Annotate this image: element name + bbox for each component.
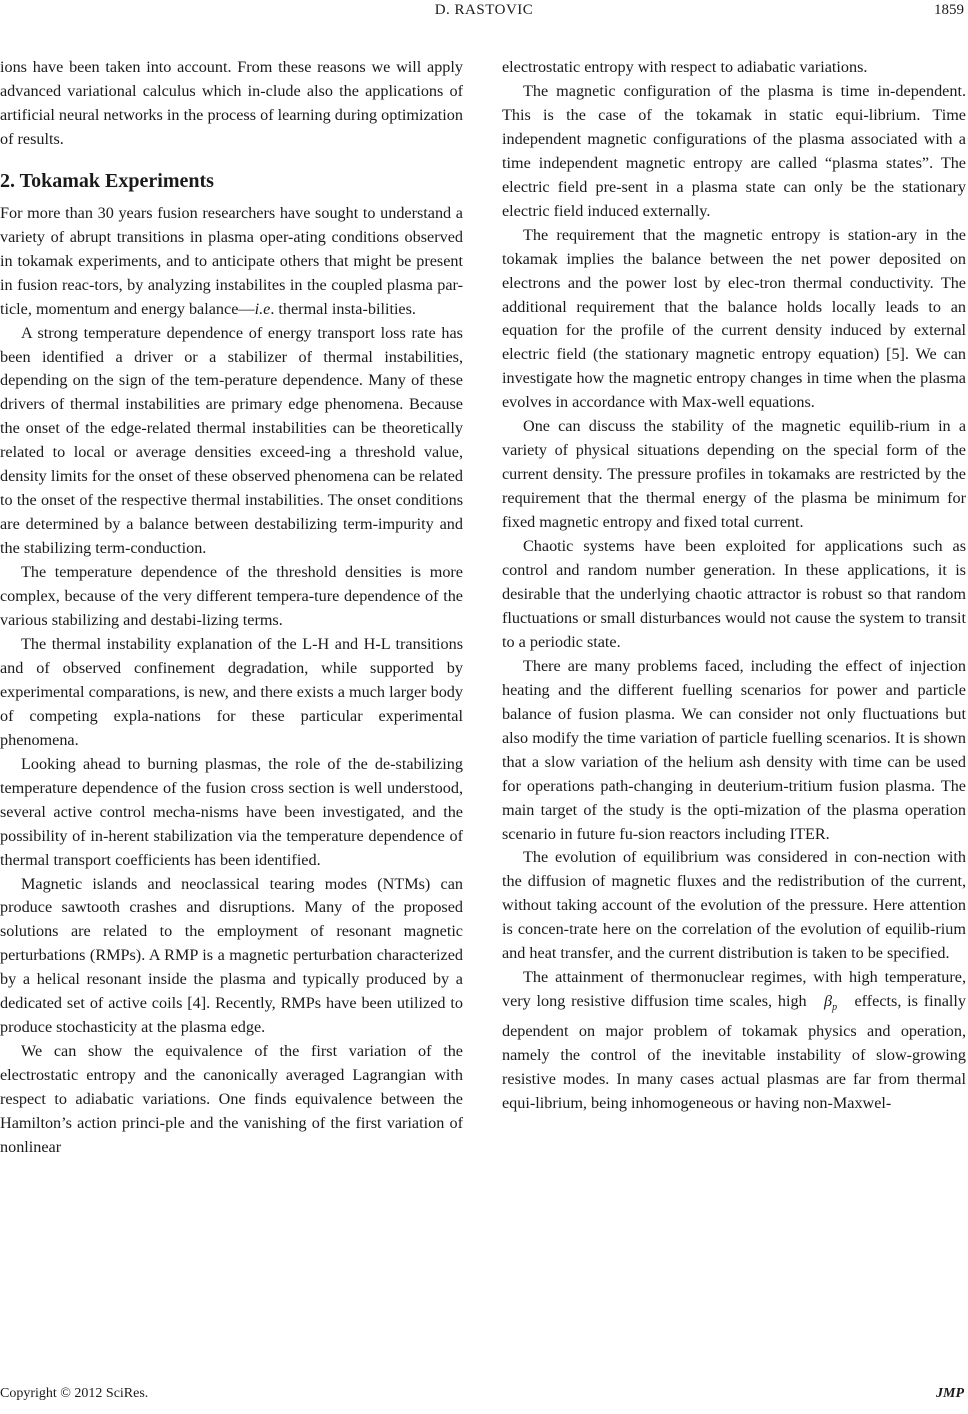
paragraph-tokamak-1 [0,202,463,322]
paragraph-text-end: effects, is finally dependent on major problem of tokamak physics and operation, namely the control of the inevitable instability of slow-growing resistive modes. In many cases actual plasmas are far from thermal equi-librium, being inhomogeneous or having non-Maxwel- [502,992,967,1113]
running-header [0,0,968,24]
paragraph-intro: ions have been taken into account. From these reasons we will apply advanced variational calculus which in-clude also the applications of artificial neural networks in the process of learning during optimization of results. [0,58,463,148]
paragraph-right-1: The magnetic configuration of the plasma is time in-dependent. This is the case of the tokamak in static equi-librium. Time independent magnetic configurations of the plasma associated with a time independent magnetic entropy are called “plasma states”. The electric field pre-sent in a plasma state can only be the stationary electric field induced externally. [502,81,966,220]
paragraph-text-end: . thermal insta-bilities. [270,299,416,318]
paragraph-tokamak-3: The temperature dependence of the threshold densities is more complex, because of the very different tempera-ture dependence of the various stabilizing and destabi-lizing terms. [0,563,463,630]
right-column [502,56,966,1116]
paragraph-right-7 [502,966,966,1116]
beta-subscript: p [832,1002,838,1014]
page-number: 1859 [934,2,964,18]
copyright-notice: Copyright © 2012 SciRes. [0,1386,149,1401]
left-column [0,56,463,1160]
beta-p-symbol [812,992,848,1014]
paragraph-continuation: electrostatic entropy with respect to adiabatic variations. [502,58,868,76]
ie-abbreviation: i.e [254,299,271,318]
paragraph-tokamak-7: We can show the equivalence of the first variation of the electrostatic entropy and the canonically averaged Lagrangian with respect to adiabatic variations. One finds equivalence between the Hamilton’s action princi-ple and the vanishing of the first variation of nonlinear [0,1042,463,1156]
page-footer [0,1386,968,1408]
running-header-author: D. RASTOVIC [434,2,534,18]
beta-symbol: β [824,992,833,1011]
paragraph-text: The attainment of thermonuclear regimes, with high temperature, very long resistive diffusion time scales, high [502,968,966,1011]
paragraph-tokamak-4: The thermal instability explanation of the L-H and H-L transitions and of observed confinement degradation, while supported by experimental comparations, is new, and there exists a much larger body of competing expla-nations for these particular experimental phenomena. [0,634,463,749]
section-title: 2. Tokamak Experiments [0,169,214,192]
paragraph-right-5: There are many problems faced, including the effect of injection heating and the different fuelling scenarios for power and particle balance of fusion plasma. We can consider not only fluctuations but also modify the time variation of particle fuelling scenarios. It is shown that a slow variation of the helium ash density with time can be used for operations path-changing in deuterium-tritium fusion plasma. The main target of the study is the opti-mization of the plasma operation scenario in future fu-sion reactors including ITER. [502,656,966,843]
paragraph-right-4: Chaotic systems have been exploited for applications such as control and random number generation. In these applications, it is desirable that the underlying chaotic attractor is robust so that random fluctuations or small disturbances would not cause the system to transit to a periodic state. [502,537,966,651]
paragraph-right-3: One can discuss the stability of the magnetic equilib-rium in a variety of physical situations depending on the special form of the current density. The pressure profiles in tokamaks are restricted by the requirement that the thermal energy of the plasma be minimum for fixed magnetic entropy and fixed total current. [502,417,966,532]
journal-abbreviation: JMP [936,1386,964,1401]
paragraph-tokamak-6: Magnetic islands and neoclassical tearing modes (NTMs) can produce sawtooth crashes and disruptions. Many of the proposed solutions are related to the employment of resonant magnetic perturbations (RMPs). A RMP is a magnetic perturbation characterized by a helical resonant inside the plasma and typically produced by a dedicated set of active coils [4]. Recently, RMPs have been utilized to produce stochasticity at the plasma edge. [0,874,463,1037]
paragraph-tokamak-5: Looking ahead to burning plasmas, the role of the de-stabilizing temperature dependence of the fusion cross section is well understood, several active control mecha-nisms have been investigated, and the possibility of in-herent stabilization via the temperature dependence of thermal transport coefficients has been identified. [0,754,463,869]
paragraph-tokamak-2: A strong temperature dependence of energy transport loss rate has been identified a driver or a stabilizer of thermal instabilities, depending on the sign of the tem-perature dependence. Many of these drivers of thermal instabilities are primary edge phenomena. Because the onset of the edge-related thermal instabilities can be theoretically related to local or average densities exceed-ing a threshold value, density limits for the onset of these observed phenomena can be related to the onset of the respective thermal instabilities. The onset conditions are determined by a balance between destabilizing term-impurity and the stabilizing term-conduction. [0,323,463,558]
paragraph-right-2: The requirement that the magnetic entropy is station-ary in the tokamak implies the balance between the net power deposited on electrons and the power lost by elec-tron thermal conductivity. The additional requirement that the balance holds locally leads to an equation for the profile of the current density induced by external electric field (the stationary magnetic entropy equation) [5]. We can investigate how the magnetic entropy changes in time when the plasma evolves in accordance with Max-well equations. [502,225,966,412]
paragraph-right-6: The evolution of equilibrium was considered in con-nection with the diffusion of magnetic fluxes and the redistribution of the current, without taking account of the evolution of the pressure. Here attention is concen-trate here on the correlation of the evolution of equilib-rium and heat transfer, and the current distribution is taken to be specified. [502,848,966,963]
paragraph-text: For more than 30 years fusion researchers have sought to understand a variety of abrupt transitions in plasma oper-ating conditions observed in tokamak experiments, and to anticipate others that might be present in fusion reac-tors, by analyzing instabilites in the coupled plasma par-ticle, momentum and energy balance— [0,203,463,318]
